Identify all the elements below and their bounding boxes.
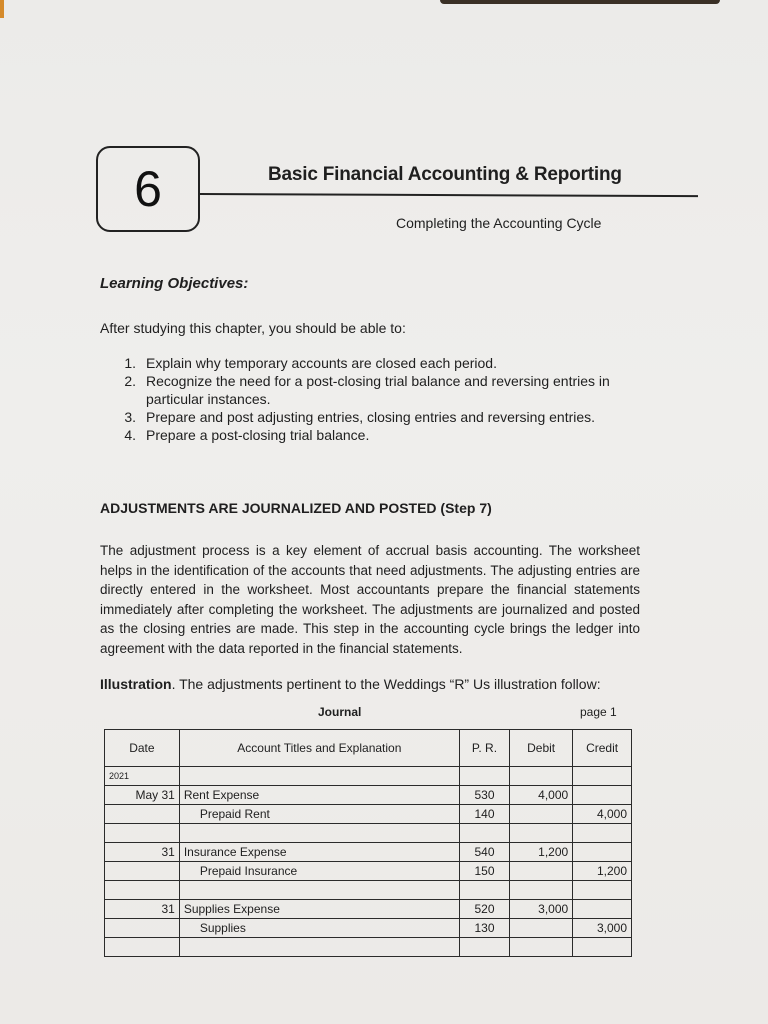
chapter-subtitle: Completing the Accounting Cycle	[396, 215, 602, 231]
chapter-title: Basic Financial Accounting & Reporting	[268, 164, 622, 185]
objective-item: 3. Prepare and post adjusting entries, closing entries and reversing entries.	[124, 409, 596, 425]
debit-account-cell: Insurance Expense	[179, 843, 459, 862]
header-pr: P. R.	[459, 730, 509, 767]
pr-cell: 520	[459, 900, 509, 919]
learning-objectives-heading: Learning Objectives:	[100, 275, 249, 292]
credit-account-cell: Supplies	[179, 919, 459, 938]
pr-cell: 530	[459, 786, 509, 805]
table-row	[105, 824, 632, 843]
debit-cell: 1,200	[510, 843, 573, 862]
year-cell: 2021	[105, 767, 180, 786]
table-row	[105, 938, 632, 957]
table-row	[105, 900, 632, 919]
objectives-intro: After studying this chapter, you should be able to:	[100, 320, 406, 336]
credit-cell: 4,000	[573, 805, 632, 824]
date-cell: 31	[105, 900, 180, 919]
objectives-list	[100, 354, 630, 444]
pr-cell: 540	[459, 843, 509, 862]
section-paragraph: The adjustment process is a key element of accrual basis accounting. The worksheet helps in the identification of the accounts that need adjustments. The adjusting entries are directly entered in the worksheet. Most accountants prepare the financial statements immediately after completing the worksheet. The adjustments are journalized and posted as the closing entries are made. This step in the accounting cycle brings the ledger into agreement with the data reported in the financial statements.	[100, 543, 640, 656]
objective-item: 4. Prepare a post-closing trial balance.	[124, 427, 370, 443]
debit-account-cell: Rent Expense	[179, 786, 459, 805]
debit-account-cell: Supplies Expense	[179, 900, 459, 919]
debit-cell: 4,000	[510, 786, 573, 805]
illustration-line	[100, 676, 601, 692]
credit-cell: 1,200	[573, 862, 632, 881]
journal-label: Journal	[318, 705, 362, 719]
chapter-number: 6	[134, 161, 162, 217]
date-cell: May 31	[105, 786, 180, 805]
table-row	[105, 881, 632, 900]
pr-cell: 150	[459, 862, 509, 881]
journal-page-label: page 1	[580, 705, 617, 719]
date-cell: 31	[105, 843, 180, 862]
header-credit: Credit	[573, 730, 632, 767]
journal-header-row	[105, 730, 632, 767]
credit-cell: 3,000	[573, 919, 632, 938]
pr-cell: 130	[459, 919, 509, 938]
table-row	[105, 767, 632, 786]
header-account: Account Titles and Explanation	[179, 730, 459, 767]
section-heading: ADJUSTMENTS ARE JOURNALIZED AND POSTED (Step 7)	[100, 500, 492, 516]
header-date: Date	[105, 730, 180, 767]
illustration-label: Illustration	[100, 676, 172, 692]
credit-account-cell: Prepaid Insurance	[179, 862, 459, 881]
illustration-text: . The adjustments pertinent to the Weddings “R” Us illustration follow:	[171, 676, 601, 692]
table-row	[105, 919, 632, 938]
chapter-number-box	[96, 146, 200, 232]
pr-cell: 140	[459, 805, 509, 824]
objective-item: 1. Explain why temporary accounts are closed each period.	[124, 355, 497, 371]
header-rule	[200, 193, 698, 197]
table-row	[105, 843, 632, 862]
objective-item: 2. Recognize the need for a post-closing trial balance and reversing entries in particular instances.	[124, 373, 610, 407]
page-top-edge	[440, 0, 720, 4]
table-row	[105, 786, 632, 805]
header-debit: Debit	[510, 730, 573, 767]
debit-cell: 3,000	[510, 900, 573, 919]
journal-table	[104, 729, 632, 957]
table-row	[105, 862, 632, 881]
corner-mark	[0, 0, 4, 18]
table-row	[105, 805, 632, 824]
credit-account-cell: Prepaid Rent	[179, 805, 459, 824]
